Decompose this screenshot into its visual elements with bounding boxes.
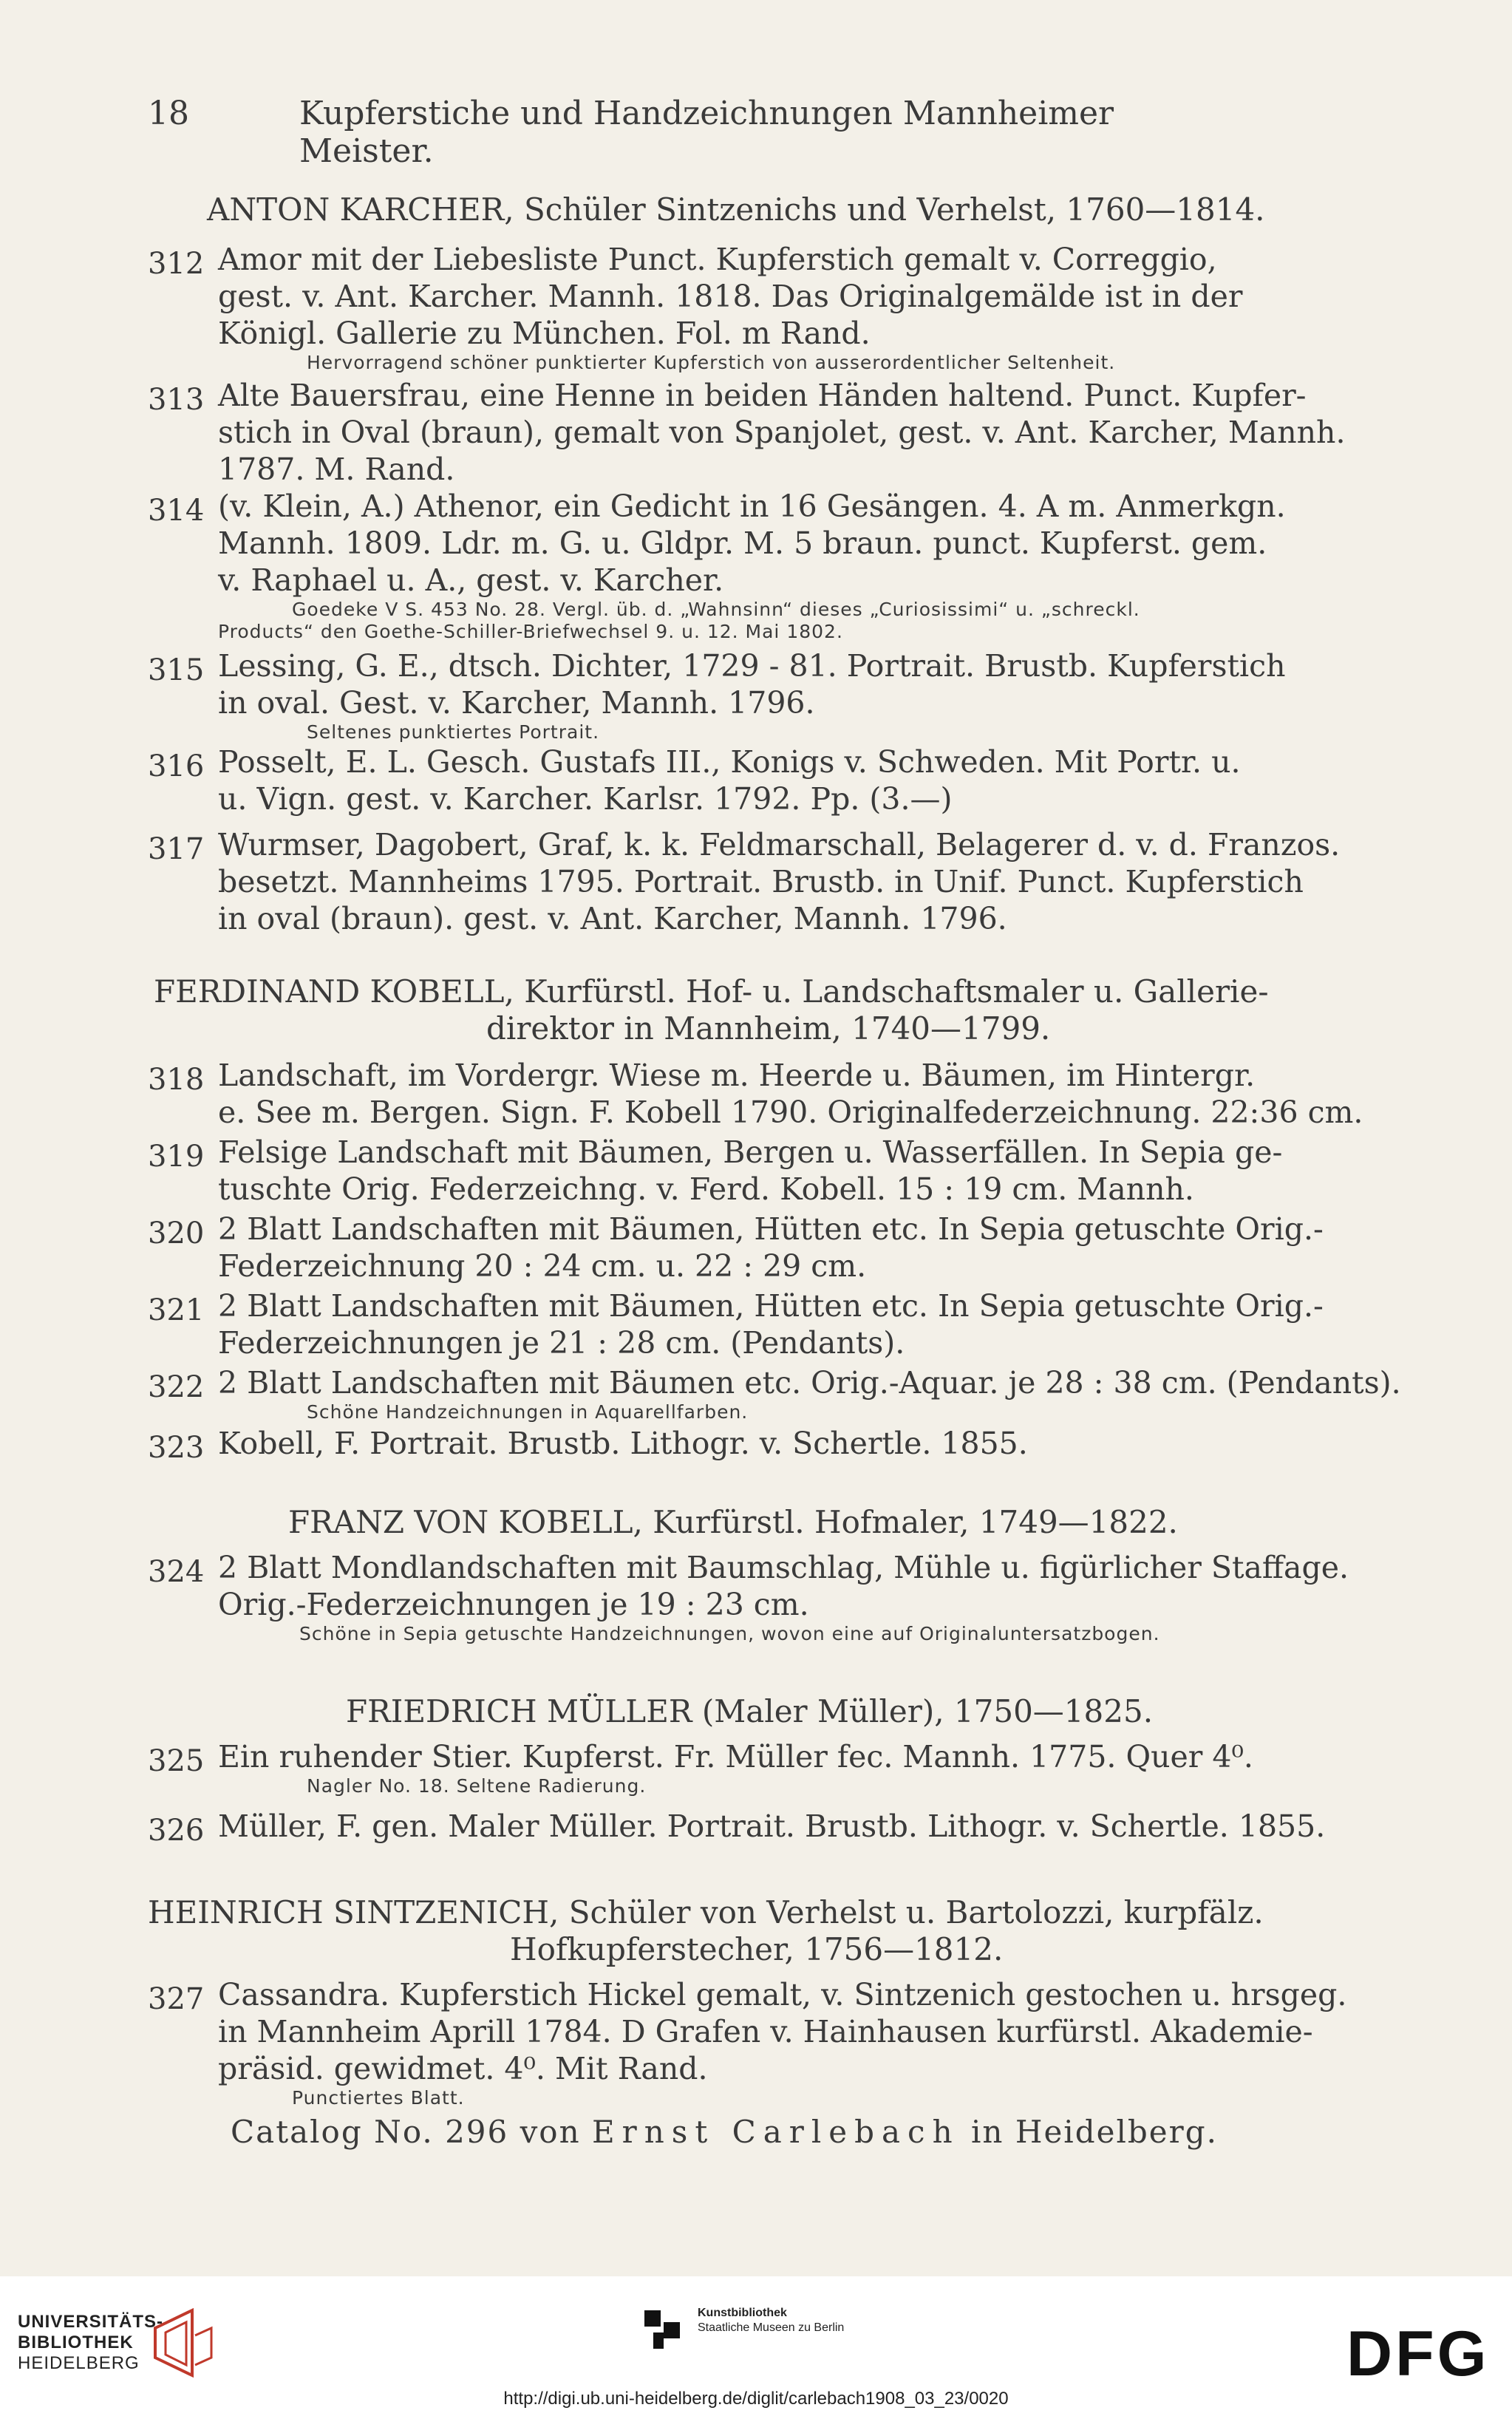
section-heading-friedrich-mueller: FRIEDRICH MÜLLER (Maler Müller), 1750—1825. — [346, 1693, 1154, 1729]
dfg-logo: DFG — [1346, 2318, 1490, 2389]
kunstbibliothek-label: Kunstbibliothek Staatliche Museen zu Berlin — [698, 2307, 845, 2334]
scanned-page: 18 Kupferstiche und Handzeichnungen Mannheimer Meister. ANTON KARCHER, Schüler Sintzenichs und Verhelst, 1760—1814. 312 Amor mit der Liebesliste Punct. Kupferstich gemalt v. Correggio, gest. v. Ant. Karcher. Mannh. 1818. Das Originalgemälde ist in der Königl. Gallerie zu München. Fol. m Rand. Hervorragend schöner punktierter Kupferstich von ausserordentlicher Seltenheit. 313 Alte Bauersfrau, eine Henne in beiden Händen haltend. Punct. Kupfer- stich in Oval (braun), gemalt von Spanjolet, gest. v. Ant. Karcher, Mannh. 1787. M. Rand. 314 (v. Klein, A.) Athenor, ein Gedicht in 16 Gesängen. 4. A m. Anmerkgn. Mannh. 1809. Ldr. m. G. u. Gldpr. M. 5 braun. punct. Kupferst. gem. v. Raphael u. A., gest. v. Karcher. Goedeke V S. 453 No. 28. Vergl. üb. d. „Wahnsinn“ dieses „Curiosissimi“ u. „schreckl. Products“ den Goethe-Schiller-Briefwechsel 9. u. 12. Mai 1802. 315 Lessing, G. E., dtsch. Dichter, 1729 - 81. Portrait. Brustb. Kupferstich in oval. Gest. v. Karcher, Mannh. 1796. Seltenes punktiertes Portrait. 316 Posselt, E. L. Gesch. Gustafs III., Konigs v. Schweden. Mit Portr. u. u. Vign. gest. v. Karcher. Karlsr. 1792. Pp. (3.—) 317 Wurmser, Dagobert, Graf, k. k. Feldmarschall, Belagerer d. v. d. Franzos. besetzt. Mannheims 1795. Portrait. Brustb. in Unif. Punct. Kupferstich in oval (braun). gest. v. Ant. Karcher, Mannh. 1796. FERDINAND KOBELL, Kurfürstl. Hof- u. Landschaftsmaler u. Gallerie- direktor in Mannheim, 1740—1799. 318 Landschaft, im Vordergr. Wiese m. Heerde u. Bäumen, im Hintergr. e. See m. Bergen. Sign. F. Kobell 1790. Originalfederzeichnung. 22:36 cm. 319 Felsige Landschaft mit Bäumen, Bergen u. Wasserfällen. In Sepia ge- tuschte Orig. Federzeichng. v. Ferd. Kobell. 15 : 19 cm. Mannh. 320 2 Blatt Landschaften mit Bäumen, Hütten etc. In Sepia getuschte Orig.- Federzeichnung 20 : 24 cm. u. 22 : 29 cm. 321 2 Blatt Landschaften mit Bäumen, Hütten etc. In Sepia getuschte Orig.- Federzeichnungen je 21 : 28 cm. (Pendants). 322 2 Blatt Landschaften mit Bäumen etc. Orig.-Aquar. je 28 : 38 cm. (Pendants). Schöne Handzeichnungen in Aquarellfarben. 323 Kobell, F. Portrait. Brustb. Lithogr. v. Schertle. 1855. FRANZ VON KOBELL, Kurfürstl. Hofmaler, 1749—1822. 324 2 Blatt Mondlandschaften mit Baumschlag, Mühle u. figürlicher Staffage. Orig.-Federzeichnungen je 19 : 23 cm. Schöne in Sepia getuschte Handzeichnungen, wovon eine auf Originaluntersatzbogen. FRIEDRICH MÜLLER (Maler Müller), 1750—1825. 325 Ein ruhender Stier. Kupferst. Fr. Müller fec. Mannh. 1775. Quer 4⁰. Nagler No. 18. Seltene Radierung. 326 Müller, F. gen. Maler Müller. Portrait. Brustb. Lithogr. v. Schertle. 1855. HEINRICH SINTZENICH, Schüler von Verhelst u. Bartolozzi, kurpfälz. Hofkupferstecher, 1756—1812. 327 Cassandra. Kupferstich Hickel gemalt, v. Sintzenich gestochen u. hrsgeg. in Mannheim Aprill 1784. D Grafen v. Hainhausen kurfürstl. Akademie- präsid. gewidmet. 4⁰. Mit Rand. Punctiertes Blatt. Catalog No. 296 von Ernst Carlebach in Heidelberg. — [0, 0, 1512, 2276]
running-title: Kupferstiche und Handzeichnungen Mannheimer Meister. — [299, 95, 1114, 170]
catalog-footer — [0, 2114, 1448, 2150]
page-number: 18 — [148, 95, 189, 132]
kunstbibliothek-logo-icon — [641, 2307, 686, 2352]
section-heading-franz-von-kobell: FRANZ VON KOBELL, Kurfürstl. Hofmaler, 1749—1822. — [288, 1504, 1178, 1540]
section-heading-karcher: ANTON KARCHER, Schüler Sintzenichs und Verhelst, 1760—1814. — [207, 191, 1265, 228]
digitization-footer — [0, 2276, 1512, 2416]
section-heading-ferdinand-kobell: FERDINAND KOBELL, Kurfürstl. Hof- u. Landschaftsmaler u. Gallerie- — [154, 973, 1269, 1010]
section-subheading-heinrich-sintzenich: Hofkupferstecher, 1756—1812. — [510, 1931, 1004, 1967]
section-subheading-ferdinand-kobell: direktor in Mannheim, 1740—1799. — [486, 1010, 1051, 1047]
university-library-label: UNIVERSITÄTS- BIBLIOTHEK HEIDELBERG — [18, 2312, 164, 2373]
catalog-suffix: in Heidelberg. — [970, 2114, 1218, 2150]
university-logo-icon — [148, 2306, 214, 2380]
catalog-prefix: Catalog No. 296 von — [231, 2114, 581, 2150]
section-heading-heinrich-sintzenich: HEINRICH SINTZENICH, Schüler von Verhelst u. Bartolozzi, kurpfälz. — [148, 1894, 1264, 1930]
catalog-dealer-name: Ernst Carlebach — [592, 2114, 960, 2150]
permalink-url[interactable]: http://digi.ub.uni-heidelberg.de/diglit/carlebach1908_03_23/0020 — [503, 2389, 1009, 2409]
